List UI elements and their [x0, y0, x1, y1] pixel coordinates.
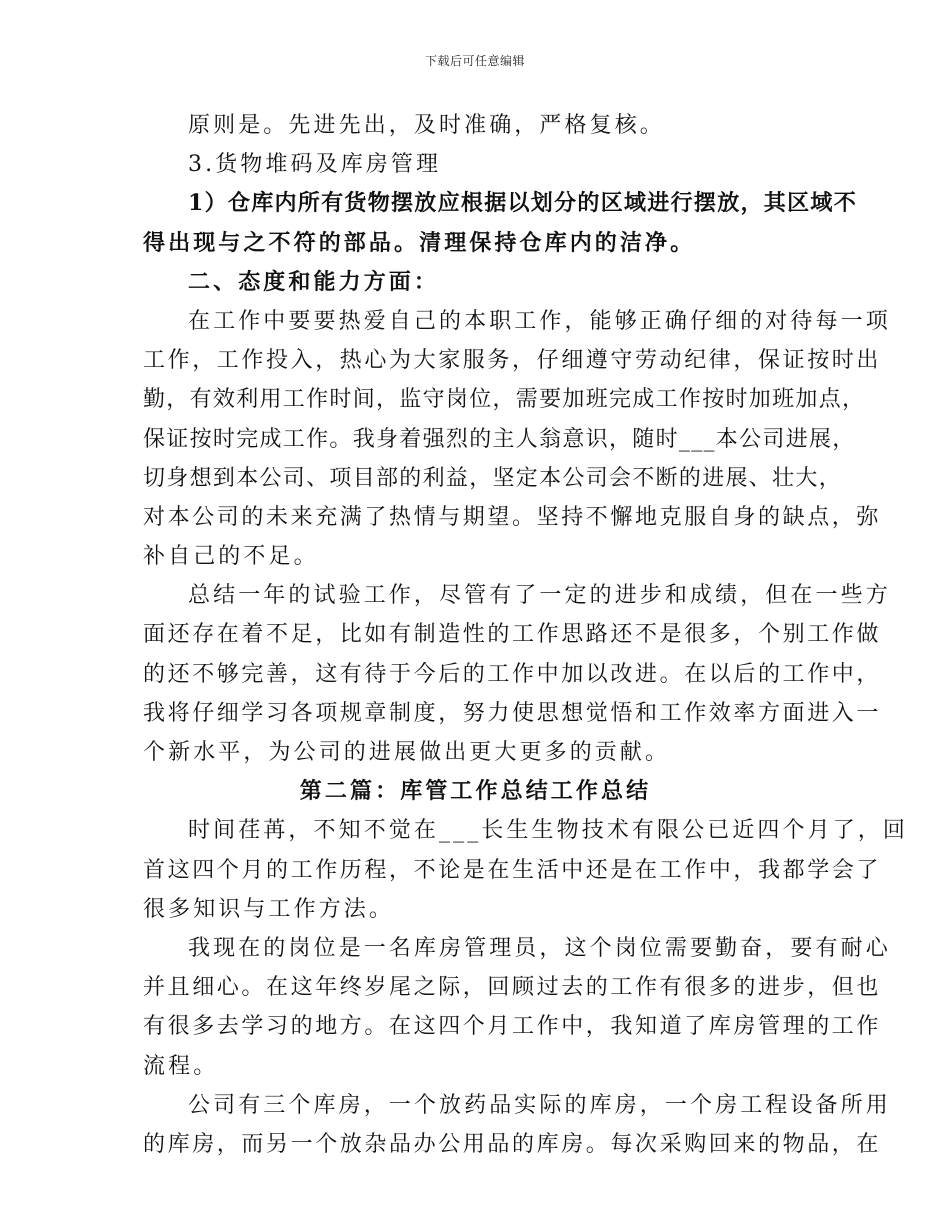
paragraph-line: 总结一年的试验工作，尽管有了一定的进步和成绩，但在一些方: [188, 583, 891, 609]
page-header: 下载后可任意编辑: [424, 54, 525, 68]
paragraph-line: 首这四个月的工作历程，不论是在生活中还是在工作中，我都学会了: [143, 857, 882, 883]
paragraph-line: 有很多去学习的地方。在这四个月工作中，我知道了库房管理的工作: [143, 1014, 882, 1040]
paragraph-line: 切身想到本公司、项目部的利益，坚定本公司会不断的进展、壮大，: [143, 465, 843, 491]
paragraph-line: 的库房，而另一个放杂品办公用品的库房。每次采购回来的物品，在: [143, 1131, 882, 1157]
paragraph-line: 1）仓库内所有货物摆放应根据以划分的区域进行摆放，其区域不: [188, 190, 858, 217]
paragraph-line: 我现在的岗位是一名库房管理员，这个岗位需要勤奋，要有耐心: [188, 935, 891, 961]
paragraph-line: 对本公司的未来充满了热情与期望。坚持不懈地克服自身的缺点，弥: [143, 504, 882, 530]
paragraph-line: 并且细心。在这年终岁尾之际，回顾过去的工作有很多的进步，但也: [143, 975, 882, 1001]
paragraph-line: 工作，工作投入，热心为大家服务，仔细遵守劳动纪律，保证按时出: [143, 348, 882, 374]
paragraph-line: 面还存在着不足，比如有制造性的工作思路还不是很多，个别工作做: [143, 622, 882, 648]
paragraph-line: 原则是。先进先出，及时准确，严格复核。: [188, 113, 665, 138]
paragraph-line: 在工作中要要热爱自己的本职工作，能够正确仔细的对待每一项: [188, 308, 891, 334]
paragraph-line: 保证按时完成工作。我身着强烈的主人翁意识，随时___本公司进展，: [143, 426, 856, 452]
paragraph-line: 个新水平，为公司的进展做出更大更多的贡献。: [143, 740, 671, 765]
paragraph-line: 的还不够完善，这有待于今后的工作中加以改进。在以后的工作中，: [143, 661, 882, 687]
paragraph-line: 我将仔细学习各项规章制度，努力使思想觉悟和工作效率方面进入一: [143, 700, 882, 726]
paragraph-line: 补自己的不足。: [143, 544, 319, 570]
paragraph-line: 流程。: [143, 1053, 219, 1079]
section-heading: 二、态度和能力方面：: [188, 268, 440, 295]
paragraph-line: 公司有三个库房，一个放药品实际的库房，一个房工程设备所用: [188, 1092, 891, 1118]
paragraph-line: 得出现与之不符的部品。清理保持仓库内的洁净。: [143, 229, 696, 256]
chapter-title: 第二篇：库管工作总结工作总结: [299, 778, 652, 805]
paragraph-line: 时间荏苒，不知不觉在___长生生物技术有限公已近四个月了，回: [188, 818, 909, 844]
paragraph-line: 很多知识与工作方法。: [143, 896, 395, 922]
section-heading: 3.货物堆码及库房管理: [188, 152, 442, 178]
document-body: [143, 106, 909, 1164]
paragraph-line: 勤，有效利用工作时间，监守岗位，需要加班完成工作按时加班加点，: [143, 387, 866, 413]
